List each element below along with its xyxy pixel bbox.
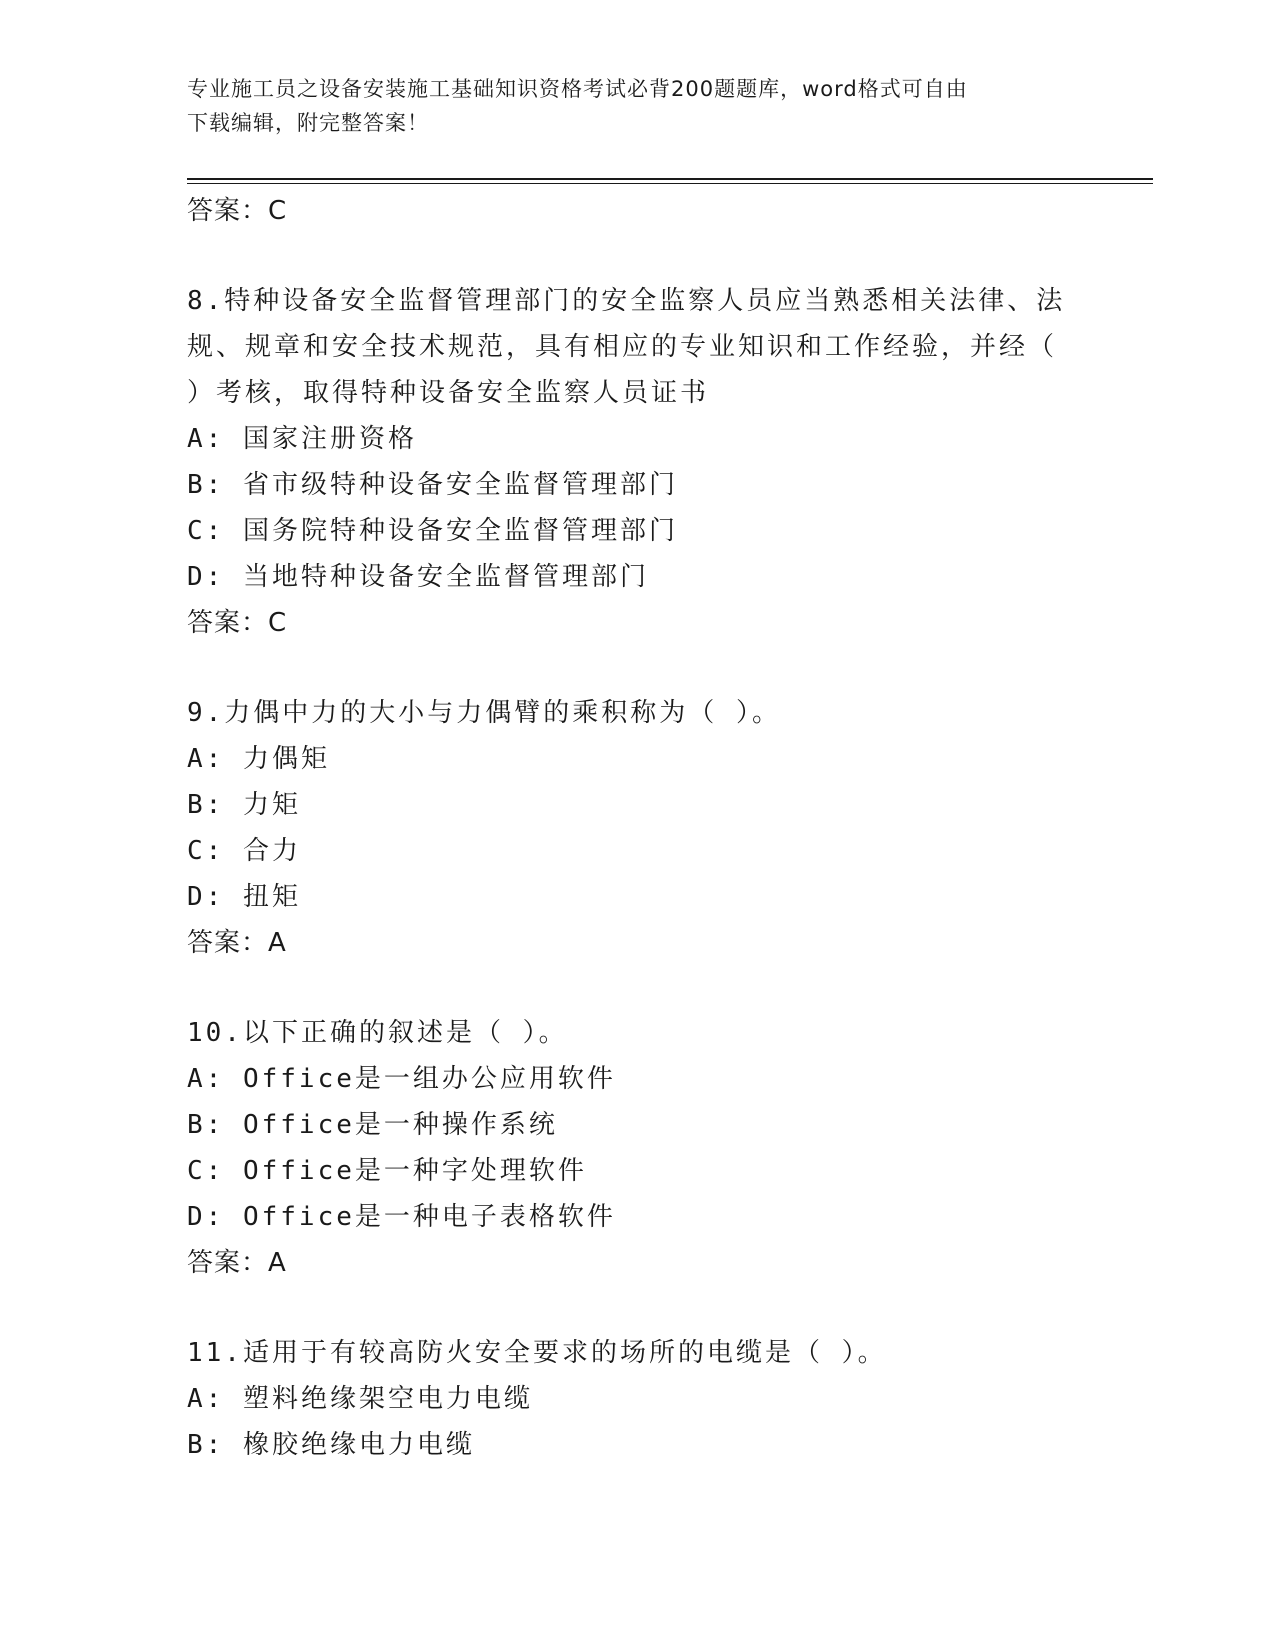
- option-b: B: 橡胶绝缘电力电缆: [187, 1430, 475, 1460]
- option-b: B: 省市级特种设备安全监督管理部门: [187, 470, 678, 500]
- answer: 答案：A: [187, 928, 287, 958]
- question-text: 11.适用于有较高防火安全要求的场所的电缆是（ ）。: [187, 1338, 887, 1368]
- document-header: [187, 72, 1067, 140]
- previous-answer: 答案：C: [187, 196, 288, 226]
- question-11: [187, 1330, 1067, 1468]
- question-text: 8.特种设备安全监督管理部门的安全监察人员应当熟悉相关法律、法: [187, 286, 1066, 316]
- option-d: D: Office是一种电子表格软件: [187, 1202, 616, 1232]
- spacer: [187, 234, 1067, 278]
- header-line-1: 专业施工员之设备安装施工基础知识资格考试必背200题题库，word格式可自由: [187, 77, 968, 101]
- option-c: C: 国务院特种设备安全监督管理部门: [187, 516, 678, 546]
- option-b: B: Office是一种操作系统: [187, 1110, 558, 1140]
- header-divider-thin: [187, 183, 1153, 184]
- spacer: [187, 966, 1067, 1010]
- question-text: 10.以下正确的叙述是（ ）。: [187, 1018, 568, 1048]
- answer: 答案：C: [187, 608, 288, 638]
- question-10: [187, 1010, 1067, 1286]
- question-text: ）考核，取得特种设备安全监察人员证书: [187, 378, 710, 408]
- spacer: [187, 646, 1067, 690]
- option-a: A: 国家注册资格: [187, 424, 417, 454]
- option-a: A: 塑料绝缘架空电力电缆: [187, 1384, 533, 1414]
- header-divider-thick: [187, 178, 1153, 180]
- option-c: C: 合力: [187, 836, 301, 866]
- question-list: [187, 188, 1067, 1468]
- question-8: [187, 278, 1067, 646]
- question-text: 规、规章和安全技术规范，具有相应的专业知识和工作经验，并经（: [187, 332, 1058, 362]
- question-9: [187, 690, 1067, 966]
- header-line-2: 下载编辑，附完整答案！: [187, 111, 429, 135]
- option-a: A: Office是一组办公应用软件: [187, 1064, 616, 1094]
- option-b: B: 力矩: [187, 790, 301, 820]
- option-c: C: Office是一种字处理软件: [187, 1156, 587, 1186]
- spacer: [187, 1286, 1067, 1330]
- answer: 答案：A: [187, 1248, 287, 1278]
- option-a: A: 力偶矩: [187, 744, 330, 774]
- question-text: 9.力偶中力的大小与力偶臂的乘积称为（ ）。: [187, 698, 781, 728]
- option-d: D: 扭矩: [187, 882, 301, 912]
- option-d: D: 当地特种设备安全监督管理部门: [187, 562, 649, 592]
